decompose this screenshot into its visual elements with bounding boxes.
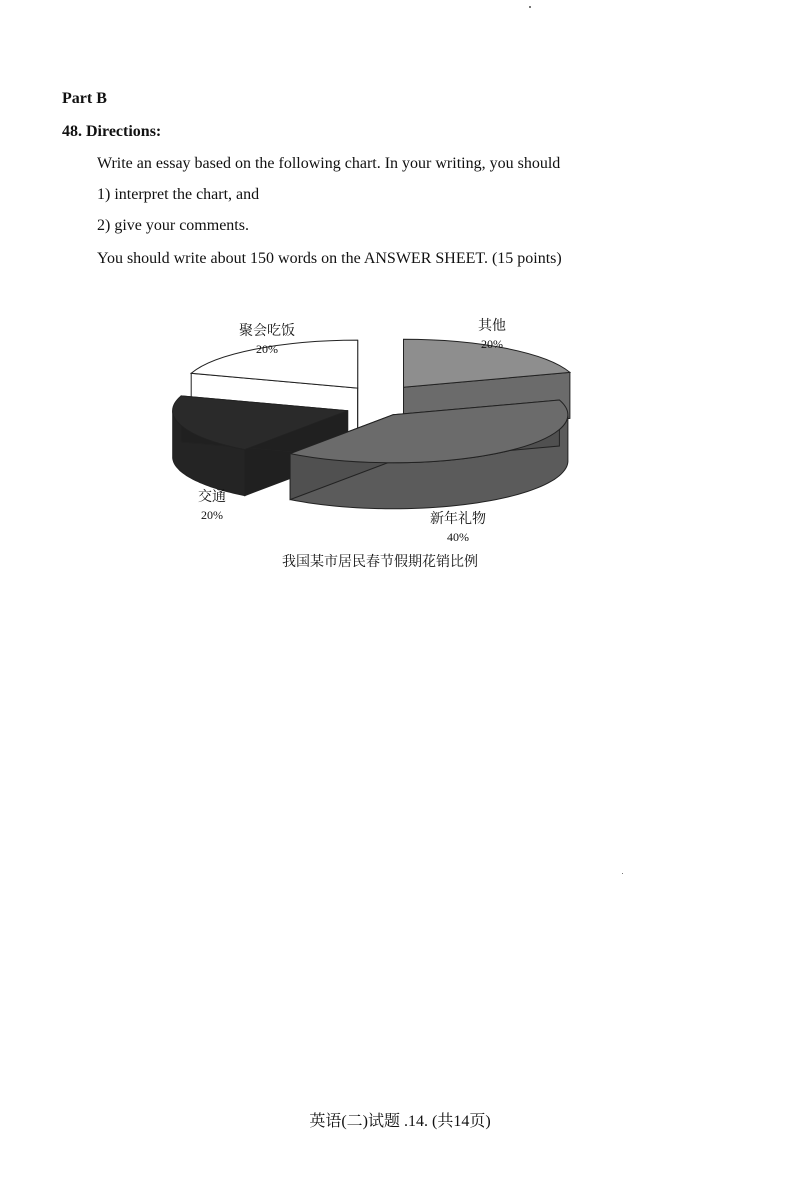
chart-title: 我国某市居民春节假期花销比例 (282, 554, 478, 570)
directions-line-2: 1) interpret the chart, and (97, 186, 260, 203)
slice-label-2: 新年礼物 (430, 511, 486, 527)
slice-label-1: 其他 (478, 318, 506, 334)
directions-line-3: 2) give your comments. (97, 217, 249, 234)
slice-value-label-1: 20% (481, 337, 503, 351)
pie-chart (150, 305, 630, 585)
slice-value-label-0: 20% (256, 342, 278, 356)
directions-line-1: Write an essay based on the following chart. In your writing, you should (97, 155, 561, 172)
page-footer: 英语(二)试题 .14. (共14页) (309, 1113, 491, 1130)
pie-chart-svg (150, 305, 630, 585)
scan-speck (529, 6, 531, 8)
scan-speck (622, 873, 623, 874)
slice-label-3: 交通 (198, 489, 226, 505)
slice-value-label-3: 20% (201, 508, 223, 522)
part-title: Part B (62, 90, 107, 107)
directions-line-4: You should write about 150 words on the ANSWER SHEET. (15 points) (97, 250, 562, 267)
slice-label-0: 聚会吃饭 (239, 323, 295, 339)
directions-heading: 48. Directions: (62, 123, 162, 140)
slice-value-label-2: 40% (447, 530, 469, 544)
